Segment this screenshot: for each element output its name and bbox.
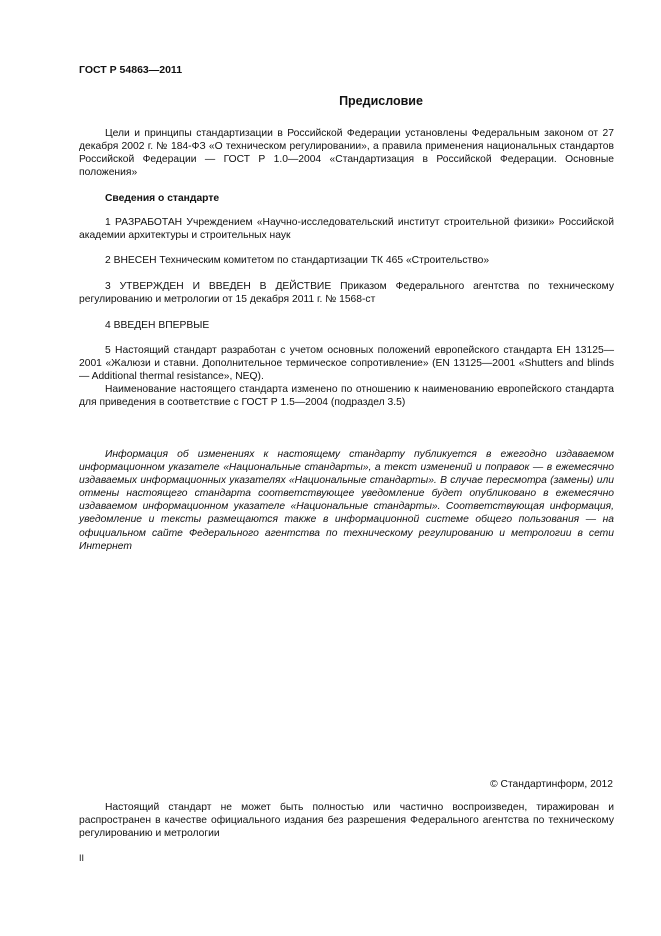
document-code: ГОСТ Р 54863—2011 (79, 64, 183, 76)
item-5-name-change: Наименование настоящего стандарта изменено по отношению к наименованию европейского стандарта для приведения в соответствие с ГОСТ Р 1.5—2004 (подраздел 3.5) (79, 384, 614, 409)
copyright: © Стандартинформ, 2012 (490, 779, 613, 790)
item-3-approved: 3 УТВЕРЖДЕН И ВВЕДЕН В ДЕЙСТВИЕ Приказом Федерального агентства по техническому регулированию и метрологии от 15 декабря 2011 г. № 1568-ст (79, 281, 614, 306)
item-1-developed: 1 РАЗРАБОТАН Учреждением «Научно-исследовательский институт строительной физики» Российской академии архитектуры и строительных наук (79, 217, 614, 242)
item-4-first-introduced: 4 ВВЕДЕН ВПЕРВЫЕ (105, 320, 210, 331)
page-title: Предисловие (339, 94, 423, 108)
section-heading: Сведения о стандарте (105, 193, 220, 204)
page-number: II (79, 853, 85, 863)
item-2-introduced: 2 ВНЕСЕН Техническим комитетом по стандартизации ТК 465 «Строительство» (105, 255, 490, 266)
info-notice: Информация об изменениях к настоящему стандарту публикуется в ежегодно издаваемом информационном указателе «Национальные стандарты», а текст изменений и поправок — в ежемесячно издаваемых информационных указателях «Национальные стандарты». В случае пересмотра (замены) или отмены настоящего стандарта соответствующее уведомление будет опубликовано в ежемесячно издаваемом информационном указателе «Национальные стандарты». Соответствующая информация, уведомление и тексты размещаются также в информационной системе общего пользования — на официальном сайте Федерального агентства по техническому регулированию и метрологии в сети Интернет (79, 449, 614, 552)
intro-paragraph: Цели и принципы стандартизации в Российской Федерации установлены Федеральным законом от 27 декабря 2002 г. № 184-ФЗ «О техническом регулировании», а правила применения национальных стандартов Российской Федерации — ГОСТ Р 1.0—2004 «Стандартизация в Российской Федерации. Основные положения» (79, 128, 614, 179)
reproduction-notice: Настоящий стандарт не может быть полностью или частично воспроизведен, тиражирован и распространен в качестве официального издания без разрешения Федерального агентства по техническому регулированию и метрологии (79, 802, 614, 840)
item-5-european-basis: 5 Настоящий стандарт разработан с учетом основных положений европейского стандарта ЕН 13125—2001 «Жалюзи и ставни. Дополнительное термическое сопротивление» (EN 13125—2001 «Shutters and blinds — Additional thermal resistance», NEQ). (79, 345, 614, 383)
